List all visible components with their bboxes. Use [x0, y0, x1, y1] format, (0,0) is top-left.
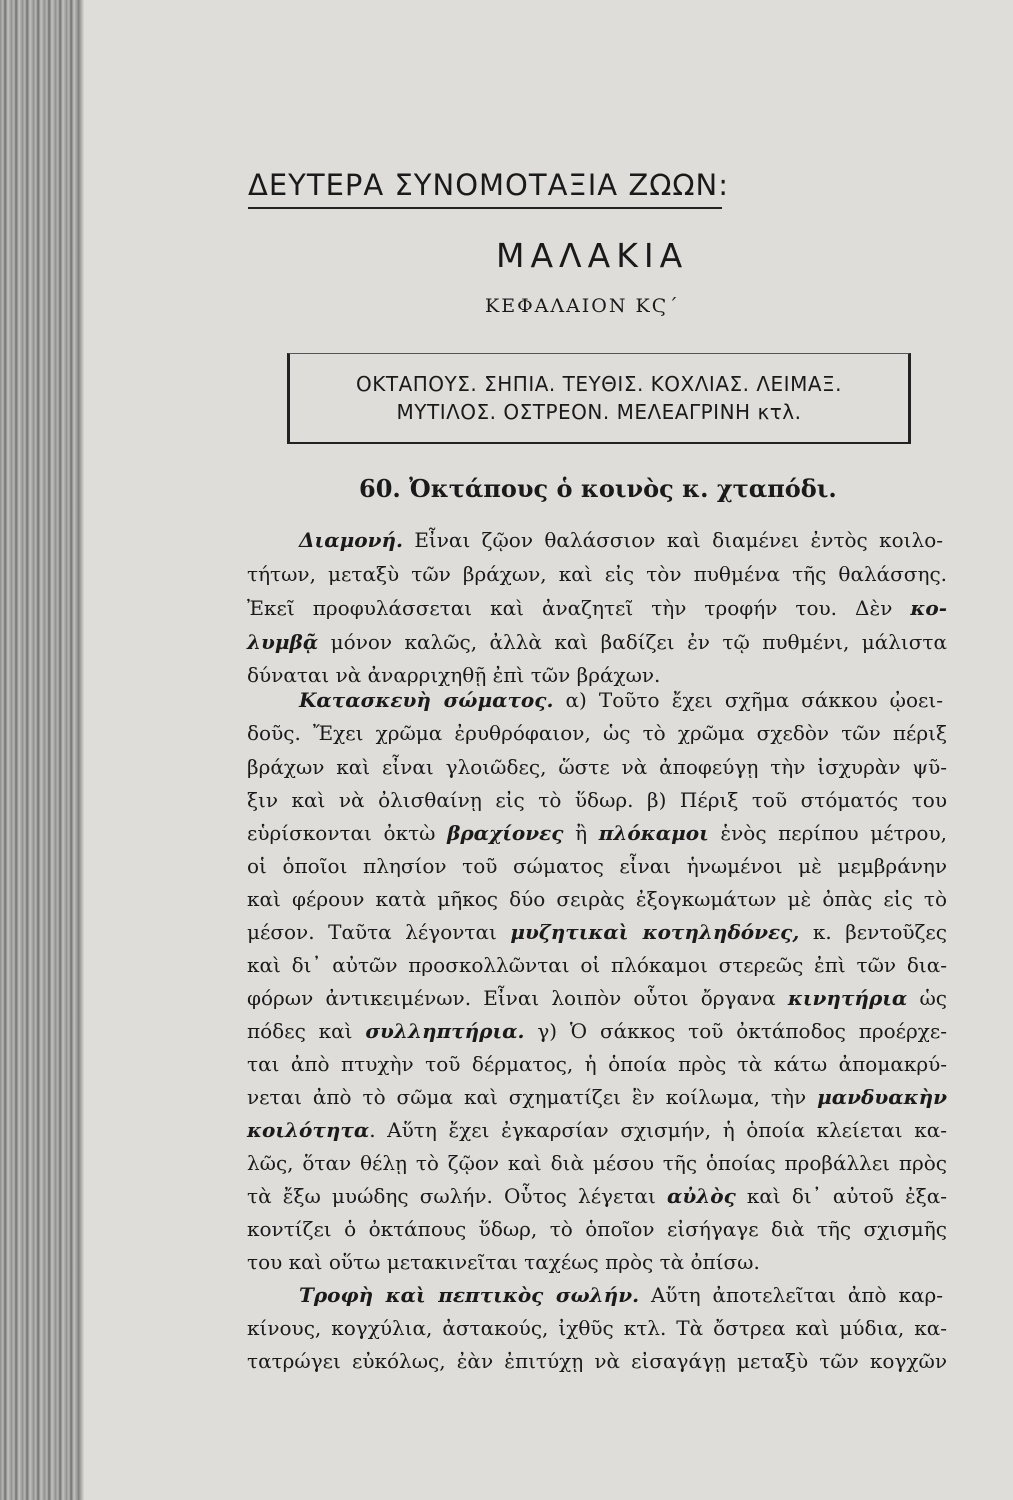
body-line: τὰ ἔξω μυώδης σωλήν. Οὗτος λέγεται αὐλὸς καὶ δι᾿ αὐτοῦ ἐξα-: [247, 1184, 947, 1208]
body-line: Διαμονή. Εἶναι ζῷον θαλάσσιον καὶ διαμένει ἐντὸς κοιλο-: [299, 528, 943, 552]
body-line: κοντίζει ὁ ὀκτάπους ὕδωρ, τὸ ὁποῖον εἰσήγαγε διὰ τῆς σχισμῆς: [247, 1217, 947, 1241]
body-line: νεται ἀπὸ τὸ σῶμα καὶ σχηματίζει ἓν κοίλωμα, τὴν μανδυακὴν: [247, 1085, 947, 1109]
body-line: φόρων ἀντικειμένων. Εἶναι λοιπὸν οὗτοι ὄργανα κινητήρια ὡς: [247, 986, 947, 1010]
body-line: κίνους, κογχύλια, ἀστακούς, ἰχθῦς κτλ. Τὰ ὄστρεα καὶ μύδια, κα-: [247, 1316, 947, 1340]
body-line: Ἐκεῖ προφυλάσσεται καὶ ἀναζητεῖ τὴν τροφήν του. Δὲν κο-: [247, 596, 947, 620]
body-line: Κατασκευὴ σώματος. α) Τοῦτο ἔχει σχῆμα σάκκου ᾠοει-: [299, 688, 943, 712]
body-line: ται ἀπὸ πτυχὴν τοῦ δέρματος, ἡ ὁποία πρὸς τὰ κάτω ἀπομακρύ-: [247, 1052, 947, 1076]
page: [84, 0, 1013, 1500]
body-line: οἱ ὁποῖοι πλησίον τοῦ σώματος εἶναι ἡνωμένοι μὲ μεμβράνην: [247, 854, 947, 878]
body-line: ξιν καὶ νὰ ὀλισθαίνῃ εἰς τὸ ὕδωρ. β) Πέριξ τοῦ στόματός του: [247, 788, 947, 812]
body-line: τατρώγει εὐκόλως, ἐὰν ἐπιτύχῃ νὰ εἰσαγάγῃ μεταξὺ τῶν κογχῶν: [247, 1349, 947, 1373]
topics-line-1: ΟΚΤΑΠΟΥΣ. ΣΗΠΙΑ. ΤΕΥΘΙΣ. ΚΟΧΛΙΑΣ. ΛΕΙΜΑΞ.: [356, 372, 842, 396]
body-line: λῶς, ὅταν θέλῃ τὸ ζῷον καὶ διὰ μέσου τῆς ὁποίας προβάλλει πρὸς: [247, 1151, 947, 1175]
body-line: Τροφὴ καὶ πεπτικὸς σωλήν. Αὕτη ἀποτελεῖται ἀπὸ καρ-: [299, 1283, 943, 1307]
body-line: δοῦς. Ἔχει χρῶμα ἐρυθρόφαιον, ὡς τὸ χρῶμα σχεδὸν τῶν πέριξ: [247, 721, 947, 745]
body-line: λυμβᾷ μόνον καλῶς, ἀλλὰ καὶ βαδίζει ἐν τῷ πυθμένι, μάλιστα: [247, 630, 947, 654]
section-heading: 60. Ὀκτάπους ὁ κοινὸς κ. χταπόδι.: [359, 474, 837, 503]
body-line: βράχων καὶ εἶναι γλοιῶδες, ὥστε νὰ ἀποφεύγῃ τὴν ἰσχυρὰν ψῦ-: [247, 755, 947, 779]
body-line: μέσον. Ταῦτα λέγονται μυζητικαὶ κοτηληδόνες, κ. βεντοῦζες: [247, 920, 947, 944]
chapter-topics-box: [287, 353, 911, 444]
body-line: πόδες καὶ συλληπτήρια. γ) Ὁ σάκκος τοῦ ὀκτάποδος προέρχε-: [247, 1019, 947, 1043]
body-line: κοιλότητα. Αὕτη ἔχει ἐγκαρσίαν σχισμήν, ἡ ὁποία κλείεται κα-: [247, 1118, 947, 1142]
body-line: καὶ δι᾿ αὐτῶν προσκολλῶνται οἱ πλόκαμοι στερεῶς ἐπὶ τῶν δια-: [247, 953, 947, 977]
body-line: δύναται νὰ ἀναρριχηθῇ ἐπὶ τῶν βράχων.: [247, 663, 661, 687]
section-title: ΔΕΥΤΕΡΑ ΣΥΝΟΜΟΤΑΞΙΑ ΖΩΩΝ:: [248, 168, 729, 202]
body-line: του καὶ οὕτω μετακινεῖται ταχέως πρὸς τὰ ὀπίσω.: [247, 1250, 760, 1274]
book-spine: [0, 0, 78, 1500]
topics-line-2: ΜΥΤΙΛΟΣ. ΟΣΤΡΕΟΝ. ΜΕΛΕΑΓΡΙΝΗ κτλ.: [396, 400, 802, 424]
body-line: εὑρίσκονται ὀκτὼ βραχίονες ἢ πλόκαμοι ἑνὸς περίπου μέτρου,: [247, 821, 947, 845]
section-title-underline: [248, 207, 722, 209]
body-line: καὶ φέρουν κατὰ μῆκος δύο σειρὰς ἐξογκωμάτων μὲ ὀπὰς εἰς τὸ: [247, 887, 947, 911]
body-line: τήτων, μεταξὺ τῶν βράχων, καὶ εἰς τὸν πυθμένα τῆς θαλάσσης.: [247, 562, 947, 586]
chapter-label: ΚΕΦΑΛΑΙΟΝ ΚϚ΄: [485, 295, 680, 317]
part-title: ΜΑΛΑΚΙΑ: [496, 236, 689, 275]
